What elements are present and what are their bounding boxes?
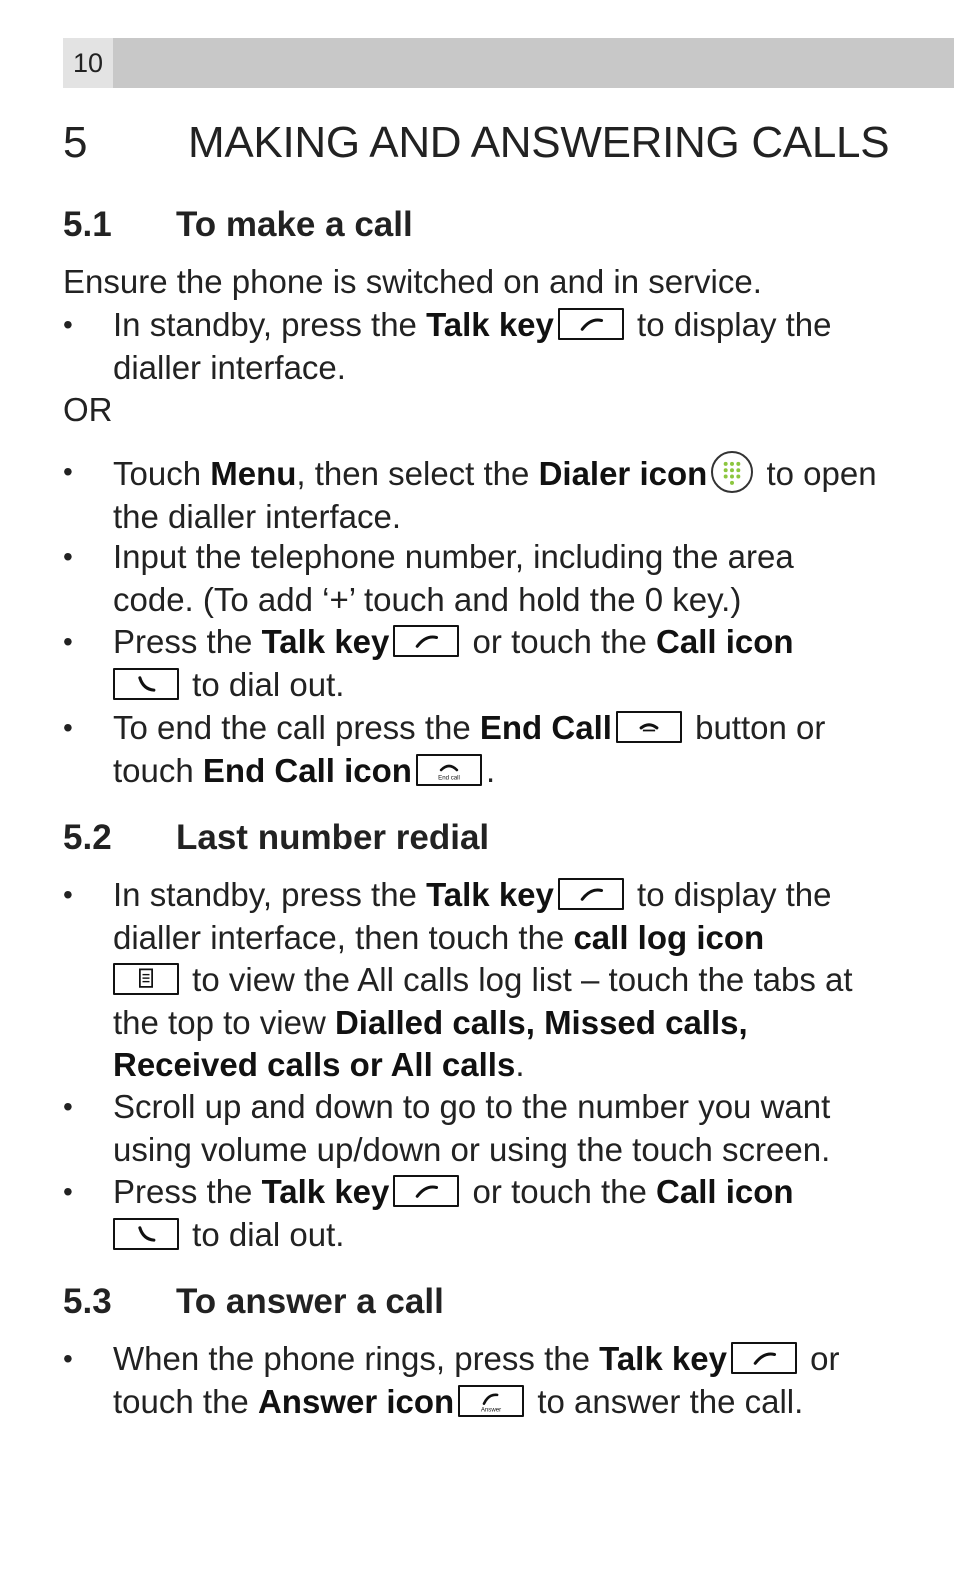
bullet-dot: •	[63, 456, 73, 487]
bullet-dot: •	[63, 309, 73, 340]
bullet-dot: •	[63, 712, 73, 743]
text: Touch	[113, 455, 211, 492]
call-log-icon	[113, 963, 179, 995]
intro-text: Ensure the phone is switched on and in service.	[63, 263, 762, 300]
bullet-dot: •	[63, 626, 73, 657]
bullet-dot: •	[63, 541, 73, 572]
key-name: Talk key	[261, 623, 390, 660]
bullet-item	[63, 874, 883, 1087]
key-name: End Call icon	[202, 751, 412, 789]
section-number: 5.3	[63, 1282, 112, 1321]
or-text: OR	[63, 391, 113, 428]
key-name: Answer icon	[257, 1382, 455, 1420]
text: to open the dialler interface.	[113, 455, 877, 535]
chapter-number: 5	[63, 118, 88, 167]
bullet-item	[63, 1171, 883, 1256]
text: to answer the call.	[528, 1382, 804, 1420]
dialer-icon	[711, 451, 753, 493]
section-title: To make a call	[176, 205, 413, 244]
text: or touch the	[113, 1340, 840, 1420]
key-name: End Call	[479, 709, 612, 746]
section-number: 5.1	[63, 205, 112, 244]
text: to view the All calls log list – touch the tabs at the top to view	[113, 961, 853, 1041]
key-name: Talk key	[599, 1340, 727, 1377]
bullet-dot: •	[63, 1176, 73, 1207]
section-heading-5-2	[63, 818, 489, 858]
text: When the phone rings, press the	[113, 1340, 600, 1377]
text: to display the dialler interface, then touch the	[113, 876, 832, 956]
text: to display the dialler interface.	[113, 306, 832, 386]
bullet-item	[63, 1086, 883, 1171]
talk-key-icon	[558, 878, 624, 910]
call-icon	[113, 1218, 179, 1250]
talk-key-icon	[558, 308, 624, 340]
talk-key-icon	[731, 1342, 797, 1374]
key-name: Dialer icon	[538, 455, 708, 492]
key-name: call log icon	[573, 918, 765, 956]
end-call-icon	[416, 754, 482, 786]
key-name: Dialled calls, Missed calls, Received calls or All calls	[113, 1003, 748, 1083]
text: Scroll up and down to go to the number you want using volume up/down or using the touch screen.	[113, 1088, 831, 1168]
section-heading-5-1	[63, 205, 413, 245]
text: Press the	[113, 1173, 262, 1210]
talk-key-icon	[393, 625, 459, 657]
bullet-item	[63, 304, 883, 389]
bullet-dot: •	[63, 1343, 73, 1374]
talk-key-icon	[393, 1175, 459, 1207]
text: , then select the	[296, 455, 539, 492]
answer-icon	[458, 1385, 524, 1417]
chapter-heading	[63, 118, 889, 168]
section-title: To answer a call	[176, 1282, 444, 1321]
bullet-item	[63, 707, 883, 792]
text: .	[485, 751, 496, 789]
section-heading-5-3	[63, 1282, 444, 1322]
bullet-item	[63, 1338, 883, 1423]
chapter-title: MAKING AND ANSWERING CALLS	[188, 118, 890, 167]
key-name: Menu	[210, 455, 297, 492]
bullet-item	[63, 536, 883, 621]
key-name: Talk key	[426, 306, 554, 343]
text: To end the call press the	[113, 709, 480, 746]
text: In standby, press the	[113, 306, 427, 343]
key-name: Talk key	[426, 876, 554, 913]
text: or touch the	[463, 1173, 657, 1210]
text: to dial out.	[183, 1215, 345, 1253]
bullet-dot: •	[63, 879, 73, 910]
end-call-key-icon	[616, 711, 682, 743]
key-name: Call icon	[656, 1173, 794, 1210]
text: to dial out.	[183, 665, 345, 703]
page-number: 10	[63, 38, 113, 88]
key-name: Call icon	[656, 623, 794, 660]
bullet-item	[63, 451, 883, 538]
text: button or touch	[113, 709, 826, 789]
text: Input the telephone number, including the area code. (To add ‘+’ touch and hold the 0 key.)	[113, 538, 794, 618]
text: .	[515, 1046, 525, 1083]
text: or touch the	[463, 623, 657, 660]
key-name: Talk key	[261, 1173, 390, 1210]
section-title: Last number redial	[176, 818, 490, 857]
section-number: 5.2	[63, 818, 112, 857]
bullet-dot: •	[63, 1091, 73, 1122]
answer-label: Answer	[480, 1406, 502, 1413]
text: In standby, press the	[113, 876, 427, 913]
page-header	[63, 38, 954, 88]
bullet-item	[63, 621, 883, 706]
call-icon	[113, 668, 179, 700]
text: Press the	[113, 623, 262, 660]
end-call-label: End call	[438, 774, 460, 782]
